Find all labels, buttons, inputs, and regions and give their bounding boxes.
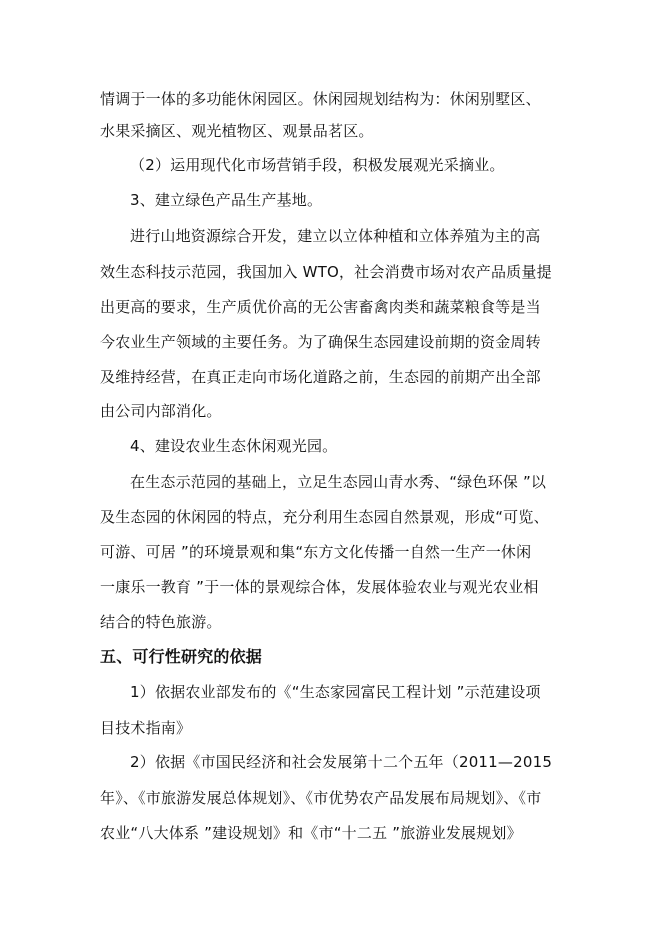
- paragraph-line: 在生态示范园的基础上，立足生态园山青水秀、“绿色环保 ”以: [130, 473, 547, 491]
- paragraph-line: 农业“八大体系 ”建设规划》和《市“十二五 ”旅游业发展规划》: [100, 824, 522, 842]
- paragraph-line: 情调于一体的多功能休闲园区。休闲园规划结构为：休闲别墅区、: [100, 90, 541, 108]
- paragraph-line: 及维持经营，在真正走向市场化道路之前，生态园的前期产出全部: [100, 368, 541, 386]
- paragraph-line: 及生态园的休闲园的特点，充分利用生态园自然景观，形成“可览、: [100, 508, 549, 526]
- paragraph-line: 由公司内部消化。: [100, 402, 222, 420]
- paragraph-line: 可游、可居 ”的环境景观和集“东方文化传播一自然一生产一休闲: [100, 543, 532, 561]
- paragraph-line: 目技术指南》: [100, 719, 192, 737]
- list-item-line: 1）依据农业部发布的《“生态家园富民工程计划 ”示范建设项: [130, 683, 541, 701]
- paragraph-line: 今农业生产领域的主要任务。为了确保生态园建设前期的资金周转: [100, 333, 541, 351]
- list-item-line: （2）运用现代化市场营销手段，积极发展观光采摘业。: [130, 156, 505, 174]
- paragraph-line: 出更高的要求，生产质优价高的无公害畜禽肉类和蔬菜粮食等是当: [100, 298, 541, 316]
- paragraph-line: 一康乐一教育 ”于一体的景观综合体，发展体验农业与观光农业相: [100, 578, 539, 596]
- subheading-line: 3、建立绿色产品生产基地。: [130, 191, 323, 209]
- paragraph-line: 水果采摘区、观光植物区、观景品茗区。: [100, 122, 374, 140]
- paragraph-line: 年》、《市旅游发展总体规划》、《市优势农产品发展布局规划》、《市: [100, 789, 542, 807]
- section-heading: 五、可行性研究的依据: [100, 647, 263, 666]
- subheading-line: 4、建设农业生态休闲观光园。: [130, 437, 338, 455]
- paragraph-line: 进行山地资源综合开发，建立以立体种植和立体养殖为主的高: [130, 227, 541, 245]
- paragraph-line: 效生态科技示范园，我国加入 WTO，社会消费市场对农产品质量提: [100, 263, 552, 281]
- paragraph-line: 结合的特色旅游。: [100, 613, 222, 631]
- list-item-line: 2）依据《市国民经济和社会发展第十二个五年（2011—2015: [130, 753, 553, 771]
